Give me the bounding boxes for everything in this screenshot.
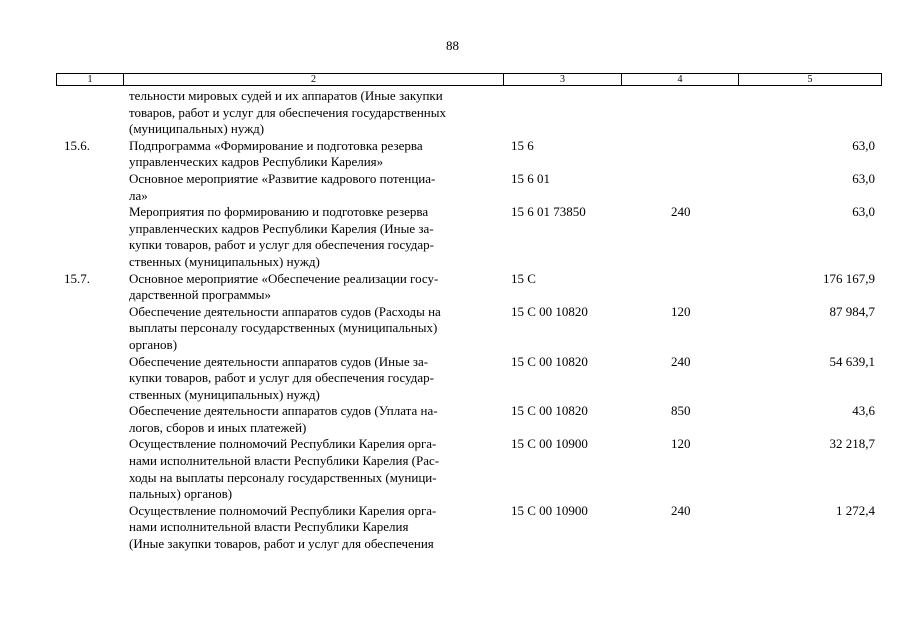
row-expense-type: 850	[671, 403, 691, 419]
row-expense-type: 240	[671, 502, 691, 518]
row-target-code: 15 С 00 10820	[511, 353, 588, 369]
row-expense-type: 240	[671, 353, 691, 369]
row-name-line: управленческих кадров Республики Карелия»	[129, 154, 384, 170]
row-name	[129, 403, 501, 436]
row-target-code: 15 С 00 10820	[511, 303, 588, 319]
row-name	[129, 138, 501, 171]
row-amount: 63,0	[852, 170, 875, 186]
row-name-line: купки товаров, работ и услуг для обеспечения государ-	[129, 370, 435, 386]
row-target-code: 15 С 00 10900	[511, 436, 588, 452]
row-name-line: Мероприятия по формированию и подготовке резерва	[129, 204, 429, 220]
row-amount: 32 218,7	[829, 436, 875, 452]
row-name-line: Осуществление полномочий Республики Карелия орга-	[129, 436, 437, 452]
row-name-line: тельности мировых судей и их аппаратов (Иные закупки	[129, 88, 443, 103]
column-3-header: 3	[504, 74, 622, 86]
row-name-line: логов, сборов и иных платежей)	[129, 419, 307, 435]
row-expense-type: 120	[671, 436, 691, 452]
column-number-header	[56, 73, 882, 86]
column-2-header: 2	[124, 74, 504, 86]
table-row	[0, 403, 905, 436]
row-name-line: Основное мероприятие «Развитие кадрового потенциа-	[129, 170, 436, 186]
row-name	[129, 271, 501, 304]
table-row	[0, 436, 905, 502]
row-target-code: 15 6 01 73850	[511, 204, 586, 220]
row-name-line: ственных (муниципальных) нужд)	[129, 253, 320, 269]
row-amount: 63,0	[852, 204, 875, 220]
row-number: 15.6.	[64, 137, 90, 153]
row-name-line: органов)	[129, 336, 178, 352]
row-target-code: 15 С 00 10900	[511, 502, 588, 518]
table-row	[0, 354, 905, 404]
table-row	[0, 204, 905, 270]
row-name-line: товаров, работ и услуг для обеспечения государственных	[129, 104, 446, 120]
row-name-line: купки товаров, работ и услуг для обеспечения государ-	[129, 237, 435, 253]
table-row	[0, 138, 905, 171]
row-name-line: (Иные закупки товаров, работ и услуг для обеспечения	[129, 536, 434, 552]
row-target-code: 15 6	[511, 137, 534, 153]
row-name-line: нами исполнительной власти Республики Карелия	[129, 519, 409, 535]
row-expense-type: 120	[671, 303, 691, 319]
table-row	[0, 271, 905, 304]
row-name-line: ла»	[129, 187, 148, 203]
row-name-line: Обеспечение деятельности аппаратов судов (Расходы на	[129, 303, 441, 319]
row-name-line: Подпрограмма «Формирование и подготовка резерва	[129, 137, 423, 153]
table-row	[0, 88, 905, 138]
row-target-code: 15 6 01	[511, 170, 550, 186]
table-row	[0, 171, 905, 204]
row-name	[129, 304, 501, 354]
row-expense-type: 240	[671, 204, 691, 220]
row-name	[129, 88, 501, 138]
row-amount: 1 272,4	[836, 502, 875, 518]
row-name-line: управленческих кадров Республики Карелия (Иные за-	[129, 220, 434, 236]
row-name-line: ходы на выплаты персоналу государственных (муници-	[129, 469, 437, 485]
row-name-line: (муниципальных) нужд)	[129, 121, 265, 137]
row-name-line: Основное мероприятие «Обеспечение реализации госу-	[129, 270, 439, 286]
row-name	[129, 436, 501, 502]
row-amount: 63,0	[852, 137, 875, 153]
column-1-header: 1	[57, 74, 124, 86]
row-name-line: Обеспечение деятельности аппаратов судов (Уплата на-	[129, 403, 438, 419]
row-amount: 43,6	[852, 403, 875, 419]
table-row	[0, 304, 905, 354]
row-name-line: пальных) органов)	[129, 486, 233, 502]
row-name-line: Обеспечение деятельности аппаратов судов (Иные за-	[129, 353, 429, 369]
row-number: 15.7.	[64, 270, 90, 286]
row-name	[129, 204, 501, 270]
row-name-line: Осуществление полномочий Республики Карелия орга-	[129, 502, 437, 518]
row-name-line: дарственной программы»	[129, 287, 272, 303]
table-row	[0, 503, 905, 553]
column-4-header: 4	[622, 74, 739, 86]
row-name	[129, 354, 501, 404]
row-amount: 176 167,9	[823, 270, 875, 286]
budget-table-body	[0, 88, 905, 553]
row-name-line: нами исполнительной власти Республики Карелия (Рас-	[129, 453, 440, 469]
row-target-code: 15 С 00 10820	[511, 403, 588, 419]
row-name	[129, 171, 501, 204]
column-5-header: 5	[739, 74, 882, 86]
row-name-line: выплаты персоналу государственных (муниципальных)	[129, 320, 438, 336]
row-target-code: 15 С	[511, 270, 536, 286]
page-number: 88	[446, 38, 459, 53]
row-amount: 54 639,1	[829, 353, 875, 369]
row-name	[129, 503, 501, 553]
row-amount: 87 984,7	[829, 303, 875, 319]
row-name-line: ственных (муниципальных) нужд)	[129, 386, 320, 402]
